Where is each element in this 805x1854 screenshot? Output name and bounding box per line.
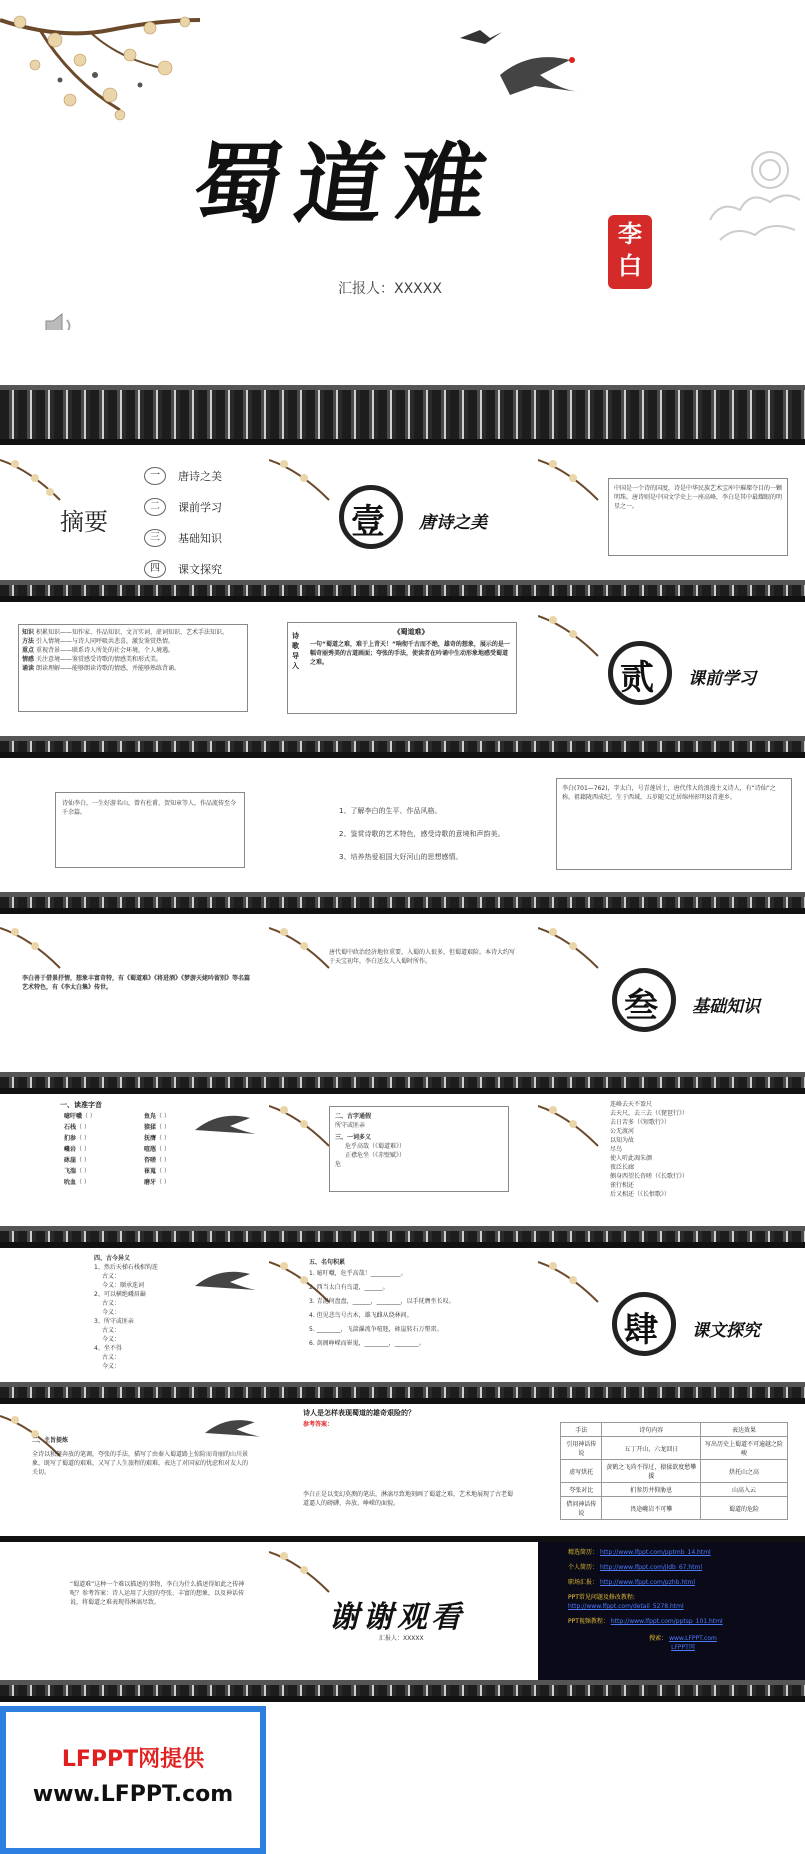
slide-famous-lines[interactable]	[269, 1252, 535, 1382]
fill-item: 去天尺，去三去（《琵琶行》）	[610, 1110, 689, 1117]
search-url[interactable]: www.LFPPT.com	[669, 1635, 717, 1642]
crane-birds-illustration	[440, 20, 590, 110]
slide-theme[interactable]	[0, 1406, 266, 1536]
fill-item: 尽鸟	[610, 1146, 623, 1153]
theme-text: 全诗以独健奔放的笔调，夸张的手法，描写了由秦入蜀道路上惊险而奇丽的山川景象，既写了蜀道的艰难，又写了人生旅程的艰难，表达了对国家的忧虑和对友人的关切。	[32, 1451, 249, 1476]
techniques-table	[560, 1422, 788, 1520]
branch-icon	[538, 1252, 608, 1312]
goal-text: 关注意境——鉴赏感受诗歌的情感美和形式美。	[35, 656, 162, 663]
goal-text: 重视背景——联系诗人所处的社会环境，个人境遇。	[35, 647, 174, 654]
slide-poet-bio[interactable]	[0, 762, 266, 892]
fill-item: 雀行相还	[610, 1182, 635, 1189]
pron-word[interactable]: 猿猱（ ）	[144, 1124, 170, 1131]
word-forms-line: 正襟危坐（《赤壁赋》）	[345, 1152, 406, 1159]
table-cell: 扪参历井仰胁息	[602, 1483, 701, 1497]
section-label: 课前学习	[688, 669, 756, 689]
answer-text: 李白正是以变幻莫测的笔法，淋漓尽致地刻画了蜀道之难，艺术地展现了古老蜀道逼人的磅礴、奔放、峥嵘的面貌。	[303, 1491, 514, 1507]
thanks-reporter: 汇报人：XXXXX	[379, 1635, 424, 1642]
abstract-list	[144, 460, 262, 580]
link-label: 个人简历：	[568, 1564, 599, 1571]
branch-icon	[538, 918, 608, 978]
pron-word-text: 磨牙	[144, 1179, 157, 1186]
summary-text: 李白善于借景抒情，想象丰富奇特，有《蜀道难》《将进酒》《梦游天姥吟留别》等名篇艺术特色，有《李太白集》传世。	[22, 975, 251, 991]
pron-word-text: 咨嗟	[144, 1157, 157, 1164]
slide-section-4[interactable]	[538, 1252, 805, 1382]
video-label: PPT视频教程：	[568, 1618, 609, 1625]
famous-item: 6. 剑阁峥嵘而崔嵬，________，________。	[309, 1340, 425, 1347]
ancient-list	[94, 1254, 214, 1371]
objectives-list	[339, 806, 519, 863]
goal-row	[22, 646, 244, 655]
pron-word[interactable]: 崔嵬（ ）	[144, 1168, 170, 1175]
fill-item: 以知为故	[610, 1137, 635, 1144]
pron-word[interactable]: 噫吁嚱（ ）	[64, 1113, 96, 1120]
abstract-item-num: 四	[144, 560, 166, 578]
tutorial-label: PPT常见问题及修改教程:	[568, 1594, 635, 1601]
table-row	[561, 1460, 788, 1483]
word-forms-line: 危	[335, 1161, 342, 1168]
pron-word-text: 扪参	[64, 1135, 77, 1142]
abstract-item-num: 一	[144, 467, 166, 485]
objective-item: 3、培养热爱祖国大好河山的思想感情。	[339, 853, 463, 861]
pron-word[interactable]: 吮血（ ）	[64, 1179, 90, 1186]
table-cell: 写出历史上蜀道不可逾越之险峻	[701, 1437, 788, 1460]
roof-tile-banner	[0, 385, 805, 445]
roof-tile-divider	[0, 892, 805, 914]
fill-item: 使人听此凋朱颜	[610, 1155, 653, 1162]
ancient-item: 古义：	[102, 1327, 121, 1334]
objective-item: 2、鉴赏诗歌的艺术特色，感受诗歌的意境和声韵美。	[339, 830, 505, 838]
objective-item: 1、了解李白的生平、作品风格。	[339, 807, 442, 815]
abstract-item-label: 基础知识	[178, 531, 222, 545]
slide-table[interactable]	[538, 1406, 805, 1536]
word-forms-line: 所守或匪亲	[335, 1122, 366, 1129]
tutorial-url[interactable]: http://www.lfppt.com/detail_5278.html	[568, 1603, 684, 1610]
ancient-item: 古义：	[102, 1273, 121, 1280]
word-forms-title: 二、古字通假	[335, 1113, 372, 1120]
branch-icon	[0, 918, 70, 978]
branch-icon	[0, 450, 70, 510]
cover-title: 蜀道难	[186, 132, 508, 236]
link-url[interactable]: http://www.lfppt.com/pzhb.html	[599, 1579, 696, 1586]
table-header: 诗句内容	[602, 1423, 701, 1437]
famous-lines-list	[309, 1258, 529, 1348]
pron-word-text: 噫吁嚱	[64, 1113, 83, 1120]
promo-line-2: www.LFPPT.com	[32, 1782, 234, 1807]
abstract-item-label: 课前学习	[178, 500, 222, 514]
promo-card	[6, 1712, 260, 1848]
theme-title: 二、主旨提炼	[32, 1437, 69, 1444]
speaker-icon[interactable]	[44, 312, 78, 330]
ancient-item: 古义：	[102, 1354, 121, 1361]
section-number: 贰	[620, 658, 654, 698]
link-label: 精选简历：	[568, 1549, 599, 1556]
ancient-item: 1、然后天梯石栈相钩连	[94, 1264, 158, 1271]
goal-tag: 诵读	[22, 665, 35, 672]
abstract-item[interactable]	[144, 460, 262, 491]
section-number: 壹	[351, 502, 385, 542]
abstract-item[interactable]	[144, 491, 262, 522]
famous-item: 2. 西当太白有鸟道，______。	[309, 1284, 389, 1291]
goal-tag: 情感	[22, 656, 35, 663]
table-cell: 夸张对比	[561, 1483, 602, 1497]
fill-item: 后又相还（《长恨歌》）	[610, 1191, 671, 1198]
link-url[interactable]: http://www.lfppt.com/jldb_67.html	[599, 1564, 703, 1571]
slide-objectives[interactable]	[269, 762, 535, 892]
pron-word-text: 砯崖	[64, 1157, 77, 1164]
slide-author[interactable]	[538, 762, 805, 892]
goal-row	[22, 637, 244, 646]
pron-word[interactable]: 砯崖（ ）	[64, 1157, 90, 1164]
background-text: 唐代蜀中政治经济地位重要，入蜀的人很多，但蜀道艰险。本诗大约写于天宝初年，李白送友人入蜀时所作。	[329, 949, 516, 965]
slide-thanks[interactable]	[269, 1542, 535, 1680]
famous-item: 5. ________，飞湍瀑流争喧豗，砯崖转石万壑雷。	[309, 1326, 443, 1333]
word-forms-box	[329, 1106, 509, 1192]
goal-text: 积累知识——知作家、作品知识、文言实词、虚词知识、艺术手法知识。	[35, 629, 228, 636]
table-cell: 蜀道的危险	[701, 1497, 788, 1520]
roof-tile-divider	[0, 1680, 805, 1702]
promo-line-1: LFPPT网提供	[61, 1747, 205, 1772]
quote-text: 一句“蜀道之难，难于上青天！”响彻千古而不绝，雄奇的想象，展示的是一幅奇丽秀美的古道画面；夸张的手法，使读者在吟诵中生动形象地感受蜀道之难。	[310, 641, 510, 666]
pron-word[interactable]: 飞湍（ ）	[64, 1168, 90, 1175]
branch-icon	[538, 1096, 608, 1156]
pron-word-text: 吮血	[64, 1179, 77, 1186]
branch-icon	[538, 450, 608, 510]
slide-ancient-meaning[interactable]	[0, 1252, 266, 1382]
table-header-row	[561, 1423, 788, 1437]
link-row	[568, 1548, 798, 1557]
quote-box	[287, 622, 517, 714]
goals-box	[18, 624, 248, 712]
abstract-item-num: 三	[144, 529, 166, 547]
roof-tile-divider	[0, 1072, 805, 1094]
search-row	[568, 1634, 798, 1643]
abstract-item[interactable]	[144, 522, 262, 553]
links-list	[568, 1548, 798, 1652]
goal-row	[22, 628, 244, 637]
author-seal	[608, 215, 652, 289]
ancient-item: 今义：	[102, 1363, 121, 1370]
pron-word[interactable]: 抚膺（ ）	[144, 1135, 170, 1142]
abstract-item[interactable]	[144, 553, 262, 580]
ancient-item: 今义：顺承连词	[102, 1282, 145, 1289]
author-text-box: 李白(701—762)，字太白，号青莲居士，唐代伟大的浪漫主义诗人，有“诗仙”之称。祖籍陇西成纪，生于西域，五岁随父迁居绵州彰明县青莲乡。	[556, 778, 792, 870]
slide-word-forms[interactable]	[269, 1096, 535, 1226]
pron-word[interactable]: 喧豗（ ）	[144, 1146, 170, 1153]
table-cell: 山高入云	[701, 1483, 788, 1497]
link-url[interactable]: http://www.lfppt.com/pptmb_14.html	[599, 1549, 711, 1556]
goal-row	[22, 655, 244, 664]
slide-goals[interactable]	[0, 606, 266, 736]
link-row	[568, 1617, 798, 1626]
answer-label: 参考答案：	[303, 1421, 334, 1428]
famous-item: 1. 噫吁嚱，危乎高哉！__________。	[309, 1270, 407, 1277]
roof-tile-divider	[0, 1226, 805, 1248]
table-header: 手法	[561, 1423, 602, 1437]
video-url[interactable]: http://www.lfppt.com/pptsp_101.html	[610, 1618, 723, 1625]
pron-word-text: 石栈	[64, 1124, 77, 1131]
fill-blank-list	[610, 1100, 800, 1199]
roof-tile-divider	[0, 580, 805, 602]
goal-text: 朗读理解——能够朗读诗歌的情感，并能够熟练背诵。	[35, 665, 180, 672]
cloud-decoration	[700, 140, 805, 260]
abstract-item-label: 唐诗之美	[178, 469, 222, 483]
branch-icon	[269, 450, 339, 510]
ancient-item: 今义：	[102, 1309, 121, 1316]
slide-section-1[interactable]	[269, 450, 535, 580]
link-row	[568, 1578, 798, 1587]
table-cell: 借问神话传说	[561, 1497, 602, 1520]
abstract-item-label: 课文探究	[178, 562, 222, 576]
slide-quote[interactable]	[269, 606, 535, 736]
fill-item: 连峰去天不盈尺	[610, 1101, 653, 1108]
slide-links[interactable]	[538, 1542, 805, 1680]
table-cell: 畏途巉岩不可攀	[602, 1497, 701, 1520]
essay-text: “蜀道难”这种一个难以描述的事物，李白为什么描述得如此之传神呢？参考答案：诗人运用了大胆的夸张、丰富的想象，以及神话传说，将蜀道之难表现得淋漓尽致。	[70, 1581, 245, 1606]
pron-word[interactable]: 扪参（ ）	[64, 1135, 90, 1142]
slide-essay[interactable]	[0, 1542, 266, 1680]
roof-tile-divider	[0, 736, 805, 758]
slide-question[interactable]	[269, 1406, 535, 1536]
pron-word-text: 巉岩	[64, 1146, 77, 1153]
plum-branch-illustration	[0, 0, 210, 150]
table-cell: 虚写烘托	[561, 1460, 602, 1483]
slide-abstract[interactable]	[0, 450, 266, 580]
reporter-label: 汇报人：XXXXX	[338, 281, 442, 297]
goal-tag: 重点	[22, 647, 35, 654]
brand-link[interactable]: LFPPT网	[671, 1644, 695, 1651]
slide-pronunciation[interactable]	[0, 1096, 266, 1226]
crane-icon	[200, 1406, 264, 1442]
table-cell: 五丁开山、六龙回日	[602, 1437, 701, 1460]
pron-word[interactable]: 石栈（ ）	[64, 1124, 90, 1131]
intro-text-box: 中国是一个诗的国度，诗是中华民族艺术宝库中璀璨夺目的一颗明珠。唐诗则是中国文学史上一座高峰，李白是其中最耀眼的明星之一。	[608, 478, 788, 556]
link-row	[568, 1563, 798, 1572]
table-header: 表达效果	[701, 1423, 788, 1437]
pron-word-text: 抚膺	[144, 1135, 157, 1142]
section-number: 肆	[624, 1310, 658, 1350]
author-seal-text: 李白	[618, 220, 642, 280]
table-cell: 烘托山之高	[701, 1460, 788, 1483]
ancient-item: 今义：	[102, 1336, 121, 1343]
table-row	[561, 1483, 788, 1497]
word-forms-line: 危乎高哉（《蜀道难》）	[345, 1143, 406, 1150]
table-cell: 黄鹤之飞尚不得过，猿猱欲度愁攀援	[602, 1460, 701, 1483]
pron-word[interactable]: 巉岩（ ）	[64, 1146, 90, 1153]
pron-word[interactable]: 咨嗟（ ）	[144, 1157, 170, 1164]
table-cell: 引用神话传说	[561, 1437, 602, 1460]
goal-row	[22, 664, 244, 673]
slide-summary[interactable]	[0, 918, 266, 1072]
slide-fill-blank[interactable]	[538, 1096, 805, 1226]
famous-item: 3. 青泥何盘盘，______，________，以手抚膺坐长叹。	[309, 1298, 455, 1305]
ancient-item: 3、所守或匪亲	[94, 1318, 134, 1325]
abstract-title: 摘要	[60, 508, 108, 536]
slide-background[interactable]	[269, 918, 535, 1072]
cover-slide[interactable]	[0, 0, 805, 330]
poet-bio-box: 诗仙李白，一生好游名山，曾有杜甫、贺知章等人，作品流传至今千余篇。	[55, 792, 245, 868]
pron-word[interactable]: 磨牙（ ）	[144, 1179, 170, 1186]
abstract-item-num: 二	[144, 498, 166, 516]
pron-word-text: 猿猱	[144, 1124, 157, 1131]
fill-item: 夜泛长廊	[610, 1164, 635, 1171]
search-label: 搜索：	[649, 1635, 668, 1642]
goal-text: 引入情境——与诗人同呼吸共悲喜，激发鉴赏热情。	[35, 638, 174, 645]
famous-title: 五、名句积累	[309, 1259, 346, 1266]
slide-section-3[interactable]	[538, 918, 805, 1072]
goal-tag: 知识	[22, 629, 35, 636]
section-label: 基础知识	[692, 997, 760, 1017]
fill-item: 侧身西望长咨嗟（《长歌行》）	[610, 1173, 689, 1180]
pronunciation-grid	[64, 1112, 224, 1187]
promo-banner[interactable]	[0, 1706, 266, 1854]
quote-side-label: 诗歌导入	[292, 632, 299, 670]
section-number: 叁	[624, 986, 658, 1026]
slide-section-2[interactable]	[538, 606, 805, 736]
slide-intro[interactable]	[538, 450, 805, 580]
pronunciation-title: 一、读准字音	[60, 1101, 102, 1109]
link-label: 职场汇报：	[568, 1579, 599, 1586]
section-label: 唐诗之美	[419, 513, 487, 533]
pron-word-text: 飞湍	[64, 1168, 77, 1175]
fill-item: 公无渡河	[610, 1128, 635, 1135]
pron-word-text: 鱼凫	[144, 1113, 157, 1120]
fill-item: 去日苦多（《短歌行》）	[610, 1119, 671, 1126]
thanks-title: 谢谢观看	[329, 1600, 465, 1635]
question-title: 诗人是怎样表现蜀道的雄奇艰险的？	[303, 1409, 415, 1417]
table-row	[561, 1497, 788, 1520]
ancient-item: 2、可以横绝峨眉巅	[94, 1291, 146, 1298]
branch-icon	[538, 606, 608, 666]
pron-word-text: 喧豗	[144, 1146, 157, 1153]
roof-tile-divider	[0, 1382, 805, 1404]
quote-heading: 《蜀道难》	[393, 628, 429, 636]
ancient-item: 古义：	[102, 1300, 121, 1307]
pron-word-text: 崔嵬	[144, 1168, 157, 1175]
table-row	[561, 1437, 788, 1460]
pron-word[interactable]: 鱼凫（ ）	[144, 1113, 170, 1120]
ancient-item: 4、坐不得	[94, 1345, 122, 1352]
section-label: 课文探究	[692, 1321, 760, 1341]
goal-tag: 方法	[22, 638, 35, 645]
ancient-title: 四、古今异义	[94, 1255, 131, 1262]
word-forms-subtitle: 三、一词多义	[335, 1134, 372, 1141]
famous-item: 4. 但见悲鸟号古木，雄飞雌从绕林间。	[309, 1312, 413, 1319]
